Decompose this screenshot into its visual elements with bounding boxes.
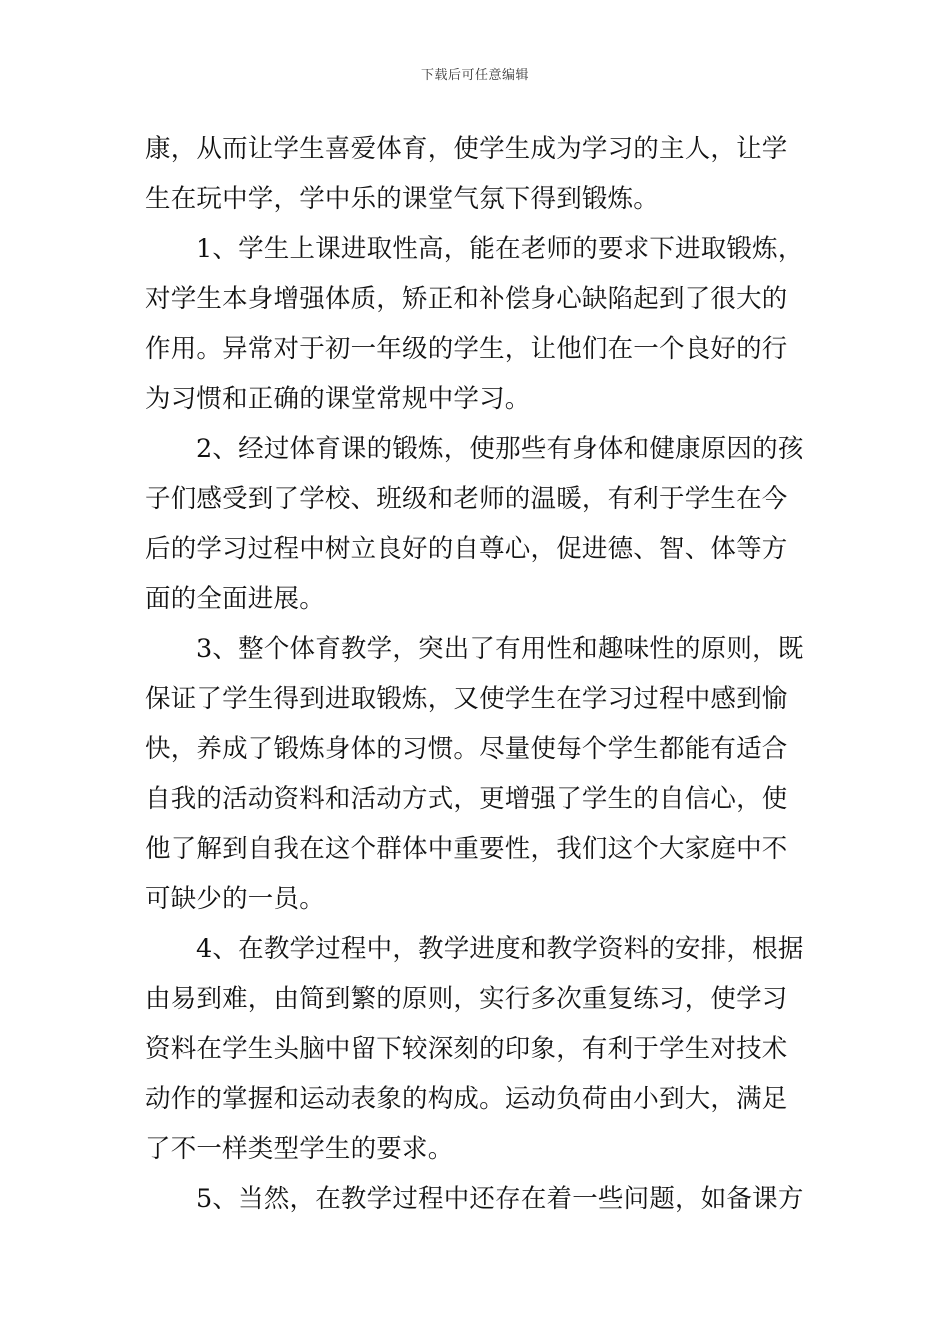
paragraph-first-line: 4、在教学过程中，教学进度和教学资料的安排，根据 <box>196 934 804 964</box>
text-line: 自我的活动资料和活动方式，更增强了学生的自信心，使 <box>145 784 788 814</box>
paragraph-first-line: 3、整个体育教学，突出了有用性和趣味性的原则，既 <box>196 634 804 664</box>
text-line: 资料在学生头脑中留下较深刻的印象，有利于学生对技术 <box>145 1034 788 1064</box>
paragraph-first-line: 5、当然，在教学过程中还存在着一些问题，如备课方 <box>196 1184 804 1214</box>
text-line: 作用。异常对于初一年级的学生，让他们在一个良好的行 <box>145 334 788 364</box>
paragraph-first-line: 1、学生上课进取性高，能在老师的要求下进取锻炼， <box>196 234 804 264</box>
text-line: 对学生本身增强体质，矫正和补偿身心缺陷起到了很大的 <box>145 284 788 314</box>
text-line: 子们感受到了学校、班级和老师的温暖，有利于学生在今 <box>145 484 788 514</box>
text-line: 生在玩中学，学中乐的课堂气氛下得到锻炼。 <box>145 184 660 214</box>
text-line: 可缺少的一员。 <box>145 884 325 914</box>
text-line: 为习惯和正确的课堂常规中学习。 <box>145 384 531 414</box>
page-header-note: 下载后可任意编辑 <box>420 68 529 83</box>
text-line: 了不一样类型学生的要求。 <box>145 1134 454 1164</box>
text-line: 动作的掌握和运动表象的构成。运动负荷由小到大，满足 <box>145 1084 788 1114</box>
text-line: 由易到难，由简到繁的原则，实行多次重复练习，使学习 <box>145 984 788 1014</box>
paragraph-first-line: 2、经过体育课的锻炼，使那些有身体和健康原因的孩 <box>196 434 804 464</box>
document-body <box>145 124 810 1224</box>
text-line: 面的全面进展。 <box>145 584 325 614</box>
text-line: 保证了学生得到进取锻炼，又使学生在学习过程中感到愉 <box>145 684 788 714</box>
text-line: 后的学习过程中树立良好的自尊心，促进德、智、体等方 <box>145 534 788 564</box>
text-line: 他了解到自我在这个群体中重要性，我们这个大家庭中不 <box>145 834 788 864</box>
text-line: 快，养成了锻炼身体的习惯。尽量使每个学生都能有适合 <box>145 734 788 764</box>
text-line: 康，从而让学生喜爱体育，使学生成为学习的主人，让学 <box>145 134 788 164</box>
